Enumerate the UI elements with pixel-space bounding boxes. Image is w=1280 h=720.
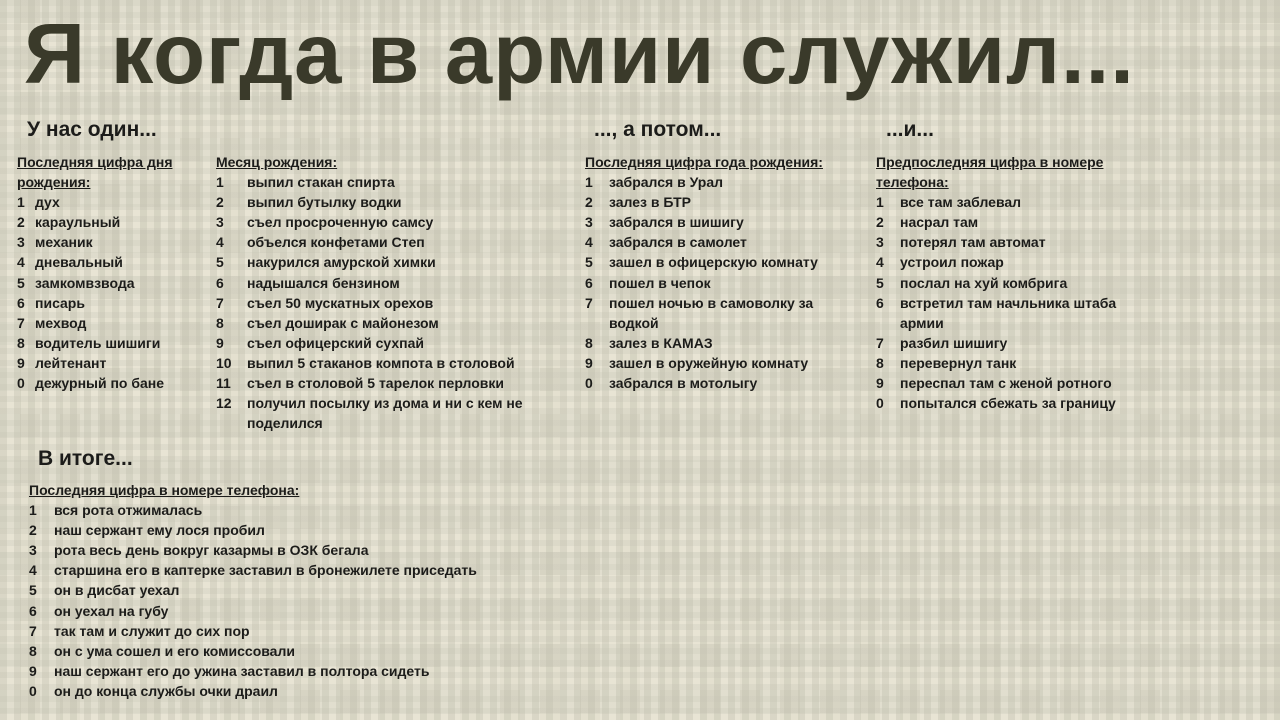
item-number: 8	[216, 314, 224, 331]
item-number: 9	[17, 354, 25, 371]
item-text: вся рота отжималась	[54, 502, 203, 519]
list-item	[585, 293, 855, 333]
list-header: Последняя цифра года рождения:	[585, 154, 823, 170]
item-text: старшина его в каптерке заставил в бронежилете приседать	[54, 562, 477, 579]
item-number: 7	[29, 622, 37, 639]
item-number: 11	[216, 375, 231, 392]
item-text: устроил пожар	[900, 254, 1004, 271]
item-text: наш сержант ему лося пробил	[54, 522, 265, 539]
item-number: 8	[585, 334, 593, 351]
item-number: 1	[29, 502, 37, 519]
list-birth-month	[216, 152, 566, 433]
item-text: забрался в шишигу	[609, 214, 744, 231]
list-item	[29, 540, 589, 560]
list-item	[585, 172, 855, 192]
item-number: 0	[876, 395, 884, 412]
list-item	[216, 252, 566, 272]
item-number: 2	[17, 214, 25, 231]
item-text: съел 50 мускатных орехов	[247, 294, 434, 311]
item-number: 4	[585, 234, 593, 251]
list-item	[17, 252, 197, 272]
list-header: Месяц рождения:	[216, 154, 338, 170]
item-text: мехвод	[35, 314, 87, 331]
item-number: 6	[585, 274, 593, 291]
list-item	[17, 273, 197, 293]
list-phone-penultimate	[876, 152, 1146, 413]
list-item	[876, 373, 1146, 393]
item-text: водитель шишиги	[35, 334, 161, 351]
list-item	[216, 172, 566, 192]
list-item	[876, 353, 1146, 373]
list-item	[17, 353, 197, 373]
list-item	[29, 560, 589, 580]
item-text: разбил шишигу	[900, 334, 1008, 351]
list-item	[17, 373, 197, 393]
list-item	[876, 293, 1146, 333]
item-number: 6	[876, 294, 884, 311]
list-birth-year	[585, 152, 855, 393]
list-item	[216, 313, 566, 333]
item-number: 7	[585, 294, 593, 311]
item-text: дух	[35, 194, 60, 211]
item-number: 2	[216, 194, 224, 211]
list-item	[29, 621, 589, 641]
item-text: съел офицерский сухпай	[247, 334, 425, 351]
item-text: получил посылку из дома и ни с кем не поделился	[247, 395, 523, 432]
list-item	[585, 232, 855, 252]
list-item	[17, 313, 197, 333]
item-text: забрался в мотолыгу	[609, 375, 758, 392]
item-number: 2	[29, 522, 37, 539]
item-text: замкомвзвода	[35, 274, 135, 291]
list-header: Последняя цифра дня рождения:	[17, 154, 173, 191]
item-number: 7	[17, 314, 25, 331]
item-text: зашел в офицерскую комнату	[609, 254, 818, 271]
item-number: 9	[585, 354, 593, 371]
item-number: 6	[216, 274, 224, 291]
item-number: 2	[585, 194, 593, 211]
list-item	[29, 580, 589, 600]
list-item	[216, 212, 566, 232]
item-text: послал на хуй комбрига	[900, 274, 1068, 291]
list-item	[876, 273, 1146, 293]
item-number: 6	[17, 294, 25, 311]
item-number: 3	[29, 542, 37, 559]
item-number: 12	[216, 395, 232, 412]
item-number: 7	[876, 334, 884, 351]
list-item	[585, 273, 855, 293]
list-item	[29, 601, 589, 621]
item-text: съел доширак с майонезом	[247, 314, 439, 331]
item-number: 9	[876, 375, 884, 392]
list-item	[585, 373, 855, 393]
item-number: 8	[29, 642, 37, 659]
item-number: 3	[216, 214, 224, 231]
list-item	[216, 333, 566, 353]
list-item	[585, 333, 855, 353]
list-header: Предпоследняя цифра в номере телефона:	[876, 154, 1104, 191]
item-text: наш сержант его до ужина заставил в полтора сидеть	[54, 662, 430, 679]
item-text: все там заблевал	[900, 194, 1022, 211]
list-item	[876, 212, 1146, 232]
item-number: 6	[29, 602, 37, 619]
list-item	[876, 393, 1146, 413]
list-item	[876, 252, 1146, 272]
item-number: 4	[216, 234, 224, 251]
item-number: 5	[585, 254, 593, 271]
item-text: зашел в оружейную комнату	[609, 354, 809, 371]
item-text: насрал там	[900, 214, 979, 231]
item-text: забрался в Урал	[609, 174, 724, 191]
item-text: писарь	[35, 294, 85, 311]
item-text: выпил стакан спирта	[247, 174, 395, 191]
item-number: 9	[29, 662, 37, 679]
item-number: 1	[585, 174, 593, 191]
item-text: он в дисбат уехал	[54, 582, 180, 599]
list-item	[29, 520, 589, 540]
item-text: попытался сбежать за границу	[900, 395, 1116, 412]
section-heading-then: ..., а потом...	[594, 118, 722, 141]
list-item	[17, 293, 197, 313]
list-birth-day	[17, 152, 197, 393]
list-item	[216, 373, 566, 393]
item-text: лейтенант	[35, 354, 107, 371]
list-item	[585, 212, 855, 232]
section-heading-result: В итоге...	[38, 447, 133, 470]
item-number: 3	[876, 234, 884, 251]
page-title: Я когда в армии служил...	[24, 7, 1135, 102]
item-number: 5	[29, 582, 37, 599]
item-number: 4	[17, 254, 25, 271]
item-number: 1	[876, 194, 884, 211]
item-number: 5	[216, 254, 224, 271]
list-item	[29, 661, 589, 681]
list-item	[876, 192, 1146, 212]
item-text: объелся конфетами Степ	[247, 234, 425, 251]
item-text: выпил бутылку водки	[247, 194, 402, 211]
item-number: 5	[17, 274, 25, 291]
item-number: 5	[876, 274, 884, 291]
list-item	[216, 393, 566, 433]
list-item	[29, 500, 589, 520]
list-item	[17, 192, 197, 212]
list-item	[17, 333, 197, 353]
item-number: 0	[17, 375, 25, 392]
list-item	[585, 192, 855, 212]
list-item	[17, 232, 197, 252]
item-text: дежурный по бане	[35, 375, 165, 392]
item-text: так там и служит до сих пор	[54, 622, 250, 639]
item-text: караульный	[35, 214, 121, 231]
item-text: пошел ночью в самоволку за водкой	[609, 294, 814, 331]
item-text: переспал там с женой ротного	[900, 375, 1112, 392]
list-item	[585, 252, 855, 272]
list-item	[216, 353, 566, 373]
list-item	[876, 232, 1146, 252]
item-number: 3	[17, 234, 25, 251]
list-item	[216, 192, 566, 212]
list-item	[585, 353, 855, 373]
item-text: он до конца службы очки драил	[54, 682, 278, 699]
item-text: съел в столовой 5 тарелок перловки	[247, 375, 505, 392]
section-heading-and: ...и...	[886, 118, 934, 141]
list-phone-last	[29, 480, 589, 701]
item-number: 3	[585, 214, 593, 231]
list-item	[29, 681, 589, 701]
item-text: залез в БТР	[609, 194, 692, 211]
list-item	[17, 212, 197, 232]
item-number: 0	[585, 375, 593, 392]
item-number: 10	[216, 354, 232, 371]
item-text: надышался бензином	[247, 274, 400, 291]
item-text: механик	[35, 234, 93, 251]
item-number: 1	[216, 174, 224, 191]
item-text: забрался в самолет	[609, 234, 747, 251]
item-text: накурился амурской химки	[247, 254, 436, 271]
item-number: 9	[216, 334, 224, 351]
list-header: Последняя цифра в номере телефона:	[29, 482, 300, 498]
list-item	[29, 641, 589, 661]
item-number: 4	[876, 254, 884, 271]
list-item	[216, 232, 566, 252]
item-text: пошел в чепок	[609, 274, 711, 291]
item-number: 8	[17, 334, 25, 351]
item-text: перевернул танк	[900, 354, 1017, 371]
item-text: съел просроченную самсу	[247, 214, 434, 231]
list-item	[876, 333, 1146, 353]
item-text: он с ума сошел и его комиссовали	[54, 642, 295, 659]
item-text: он уехал на губу	[54, 602, 169, 619]
item-number: 2	[876, 214, 884, 231]
item-text: рота весь день вокруг казармы в ОЗК бегала	[54, 542, 369, 559]
item-number: 0	[29, 682, 37, 699]
list-item	[216, 273, 566, 293]
item-text: выпил 5 стаканов компота в столовой	[247, 354, 515, 371]
item-number: 8	[876, 354, 884, 371]
item-text: потерял там автомат	[900, 234, 1046, 251]
item-number: 1	[17, 194, 25, 211]
list-item	[216, 293, 566, 313]
item-text: залез в КАМАЗ	[609, 334, 713, 351]
item-number: 4	[29, 562, 37, 579]
item-text: дневальный	[35, 254, 123, 271]
item-number: 7	[216, 294, 224, 311]
section-heading-one: У нас один...	[27, 118, 157, 141]
item-text: встретил там начльника штаба армии	[900, 294, 1117, 331]
